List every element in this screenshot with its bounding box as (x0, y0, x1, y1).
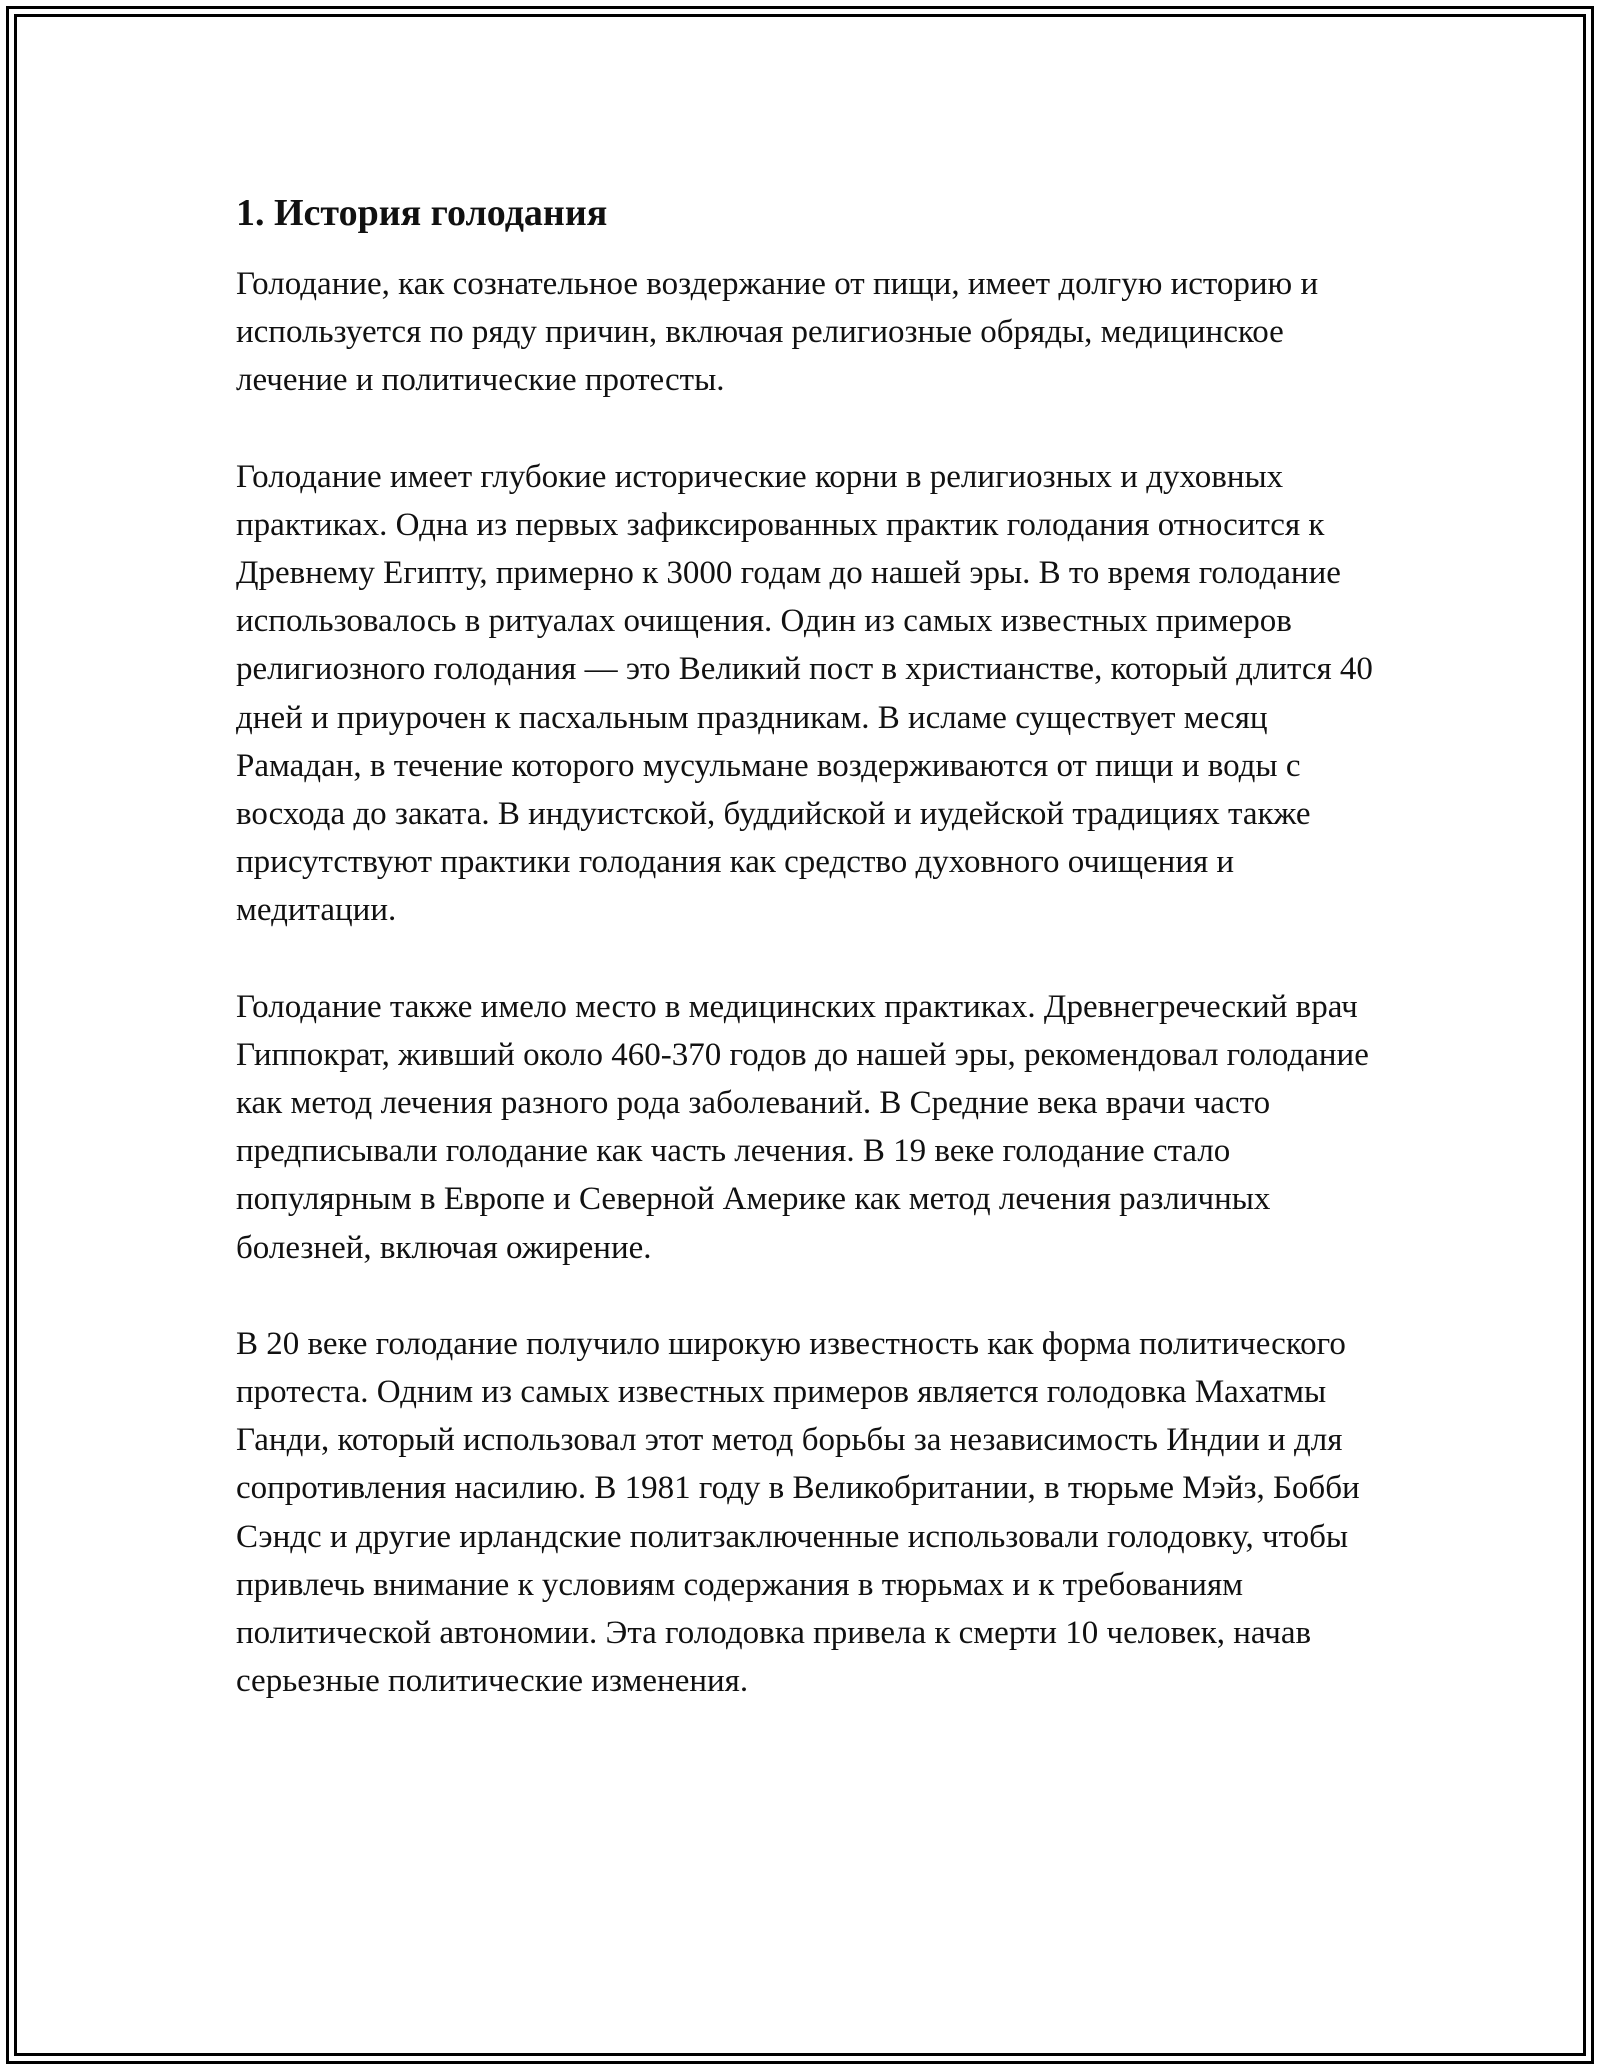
paragraph-political: В 20 веке голодание получило широкую известность как форма политического протеста. Одним из самых известных примеров является голодовка Махатмы Ганди, который использовал этот метод борьбы за независимость Индии и для сопротивления насилию. В 1981 году в Великобритании, в тюрьме Мэйз, Бобби Сэндс и другие ирландские политзаключенные использовали голодовку, чтобы привлечь внимание к условиям содержания в тюрьмах и к требованиям политической автономии. Эта голодовка привела к смерти 10 человек, начав серьезные политические изменения. (236, 1325, 1360, 1700)
section-title: 1. История голодания (236, 192, 608, 234)
paragraph-intro: Голодание, как сознательное воздержание от пищи, имеет долгую историю и используется по ряду причин, включая религиозные обряды, медицинское лечение и политические протесты. (236, 266, 1319, 399)
document-body (236, 188, 1376, 1753)
paragraph-medical: Голодание также имело место в медицинских практиках. Древнегреческий врач Гиппократ, живший около 460-370 годов до нашей эры, рекомендовал голодание как метод лечения разного рода заболеваний. В Средние века врачи часто предписывали голодание как часть лечения. В 19 веке голодание стало популярным в Европе и Северной Америке как метод лечения различных болезней, включая ожирение. (236, 988, 1369, 1266)
paragraph-religious: Голодание имеет глубокие исторические корни в религиозных и духовных практиках. Одна из первых зафиксированных практик голодания относится к Древнему Египту, примерно к 3000 годам до нашей эры. В то время голодание использовалось в ритуалах очищения. Один из самых известных примеров религиозного голодания — это Великий пост в христианстве, который длится 40 дней и приурочен к пасхальным праздникам. В исламе существует месяц Рамадан, в течение которого мусульмане воздерживаются от пищи и воды с восхода до заката. В индуистской, буддийской и иудейской традициях также присутствуют практики голодания как средство духовного очищения и медитации. (236, 458, 1373, 929)
